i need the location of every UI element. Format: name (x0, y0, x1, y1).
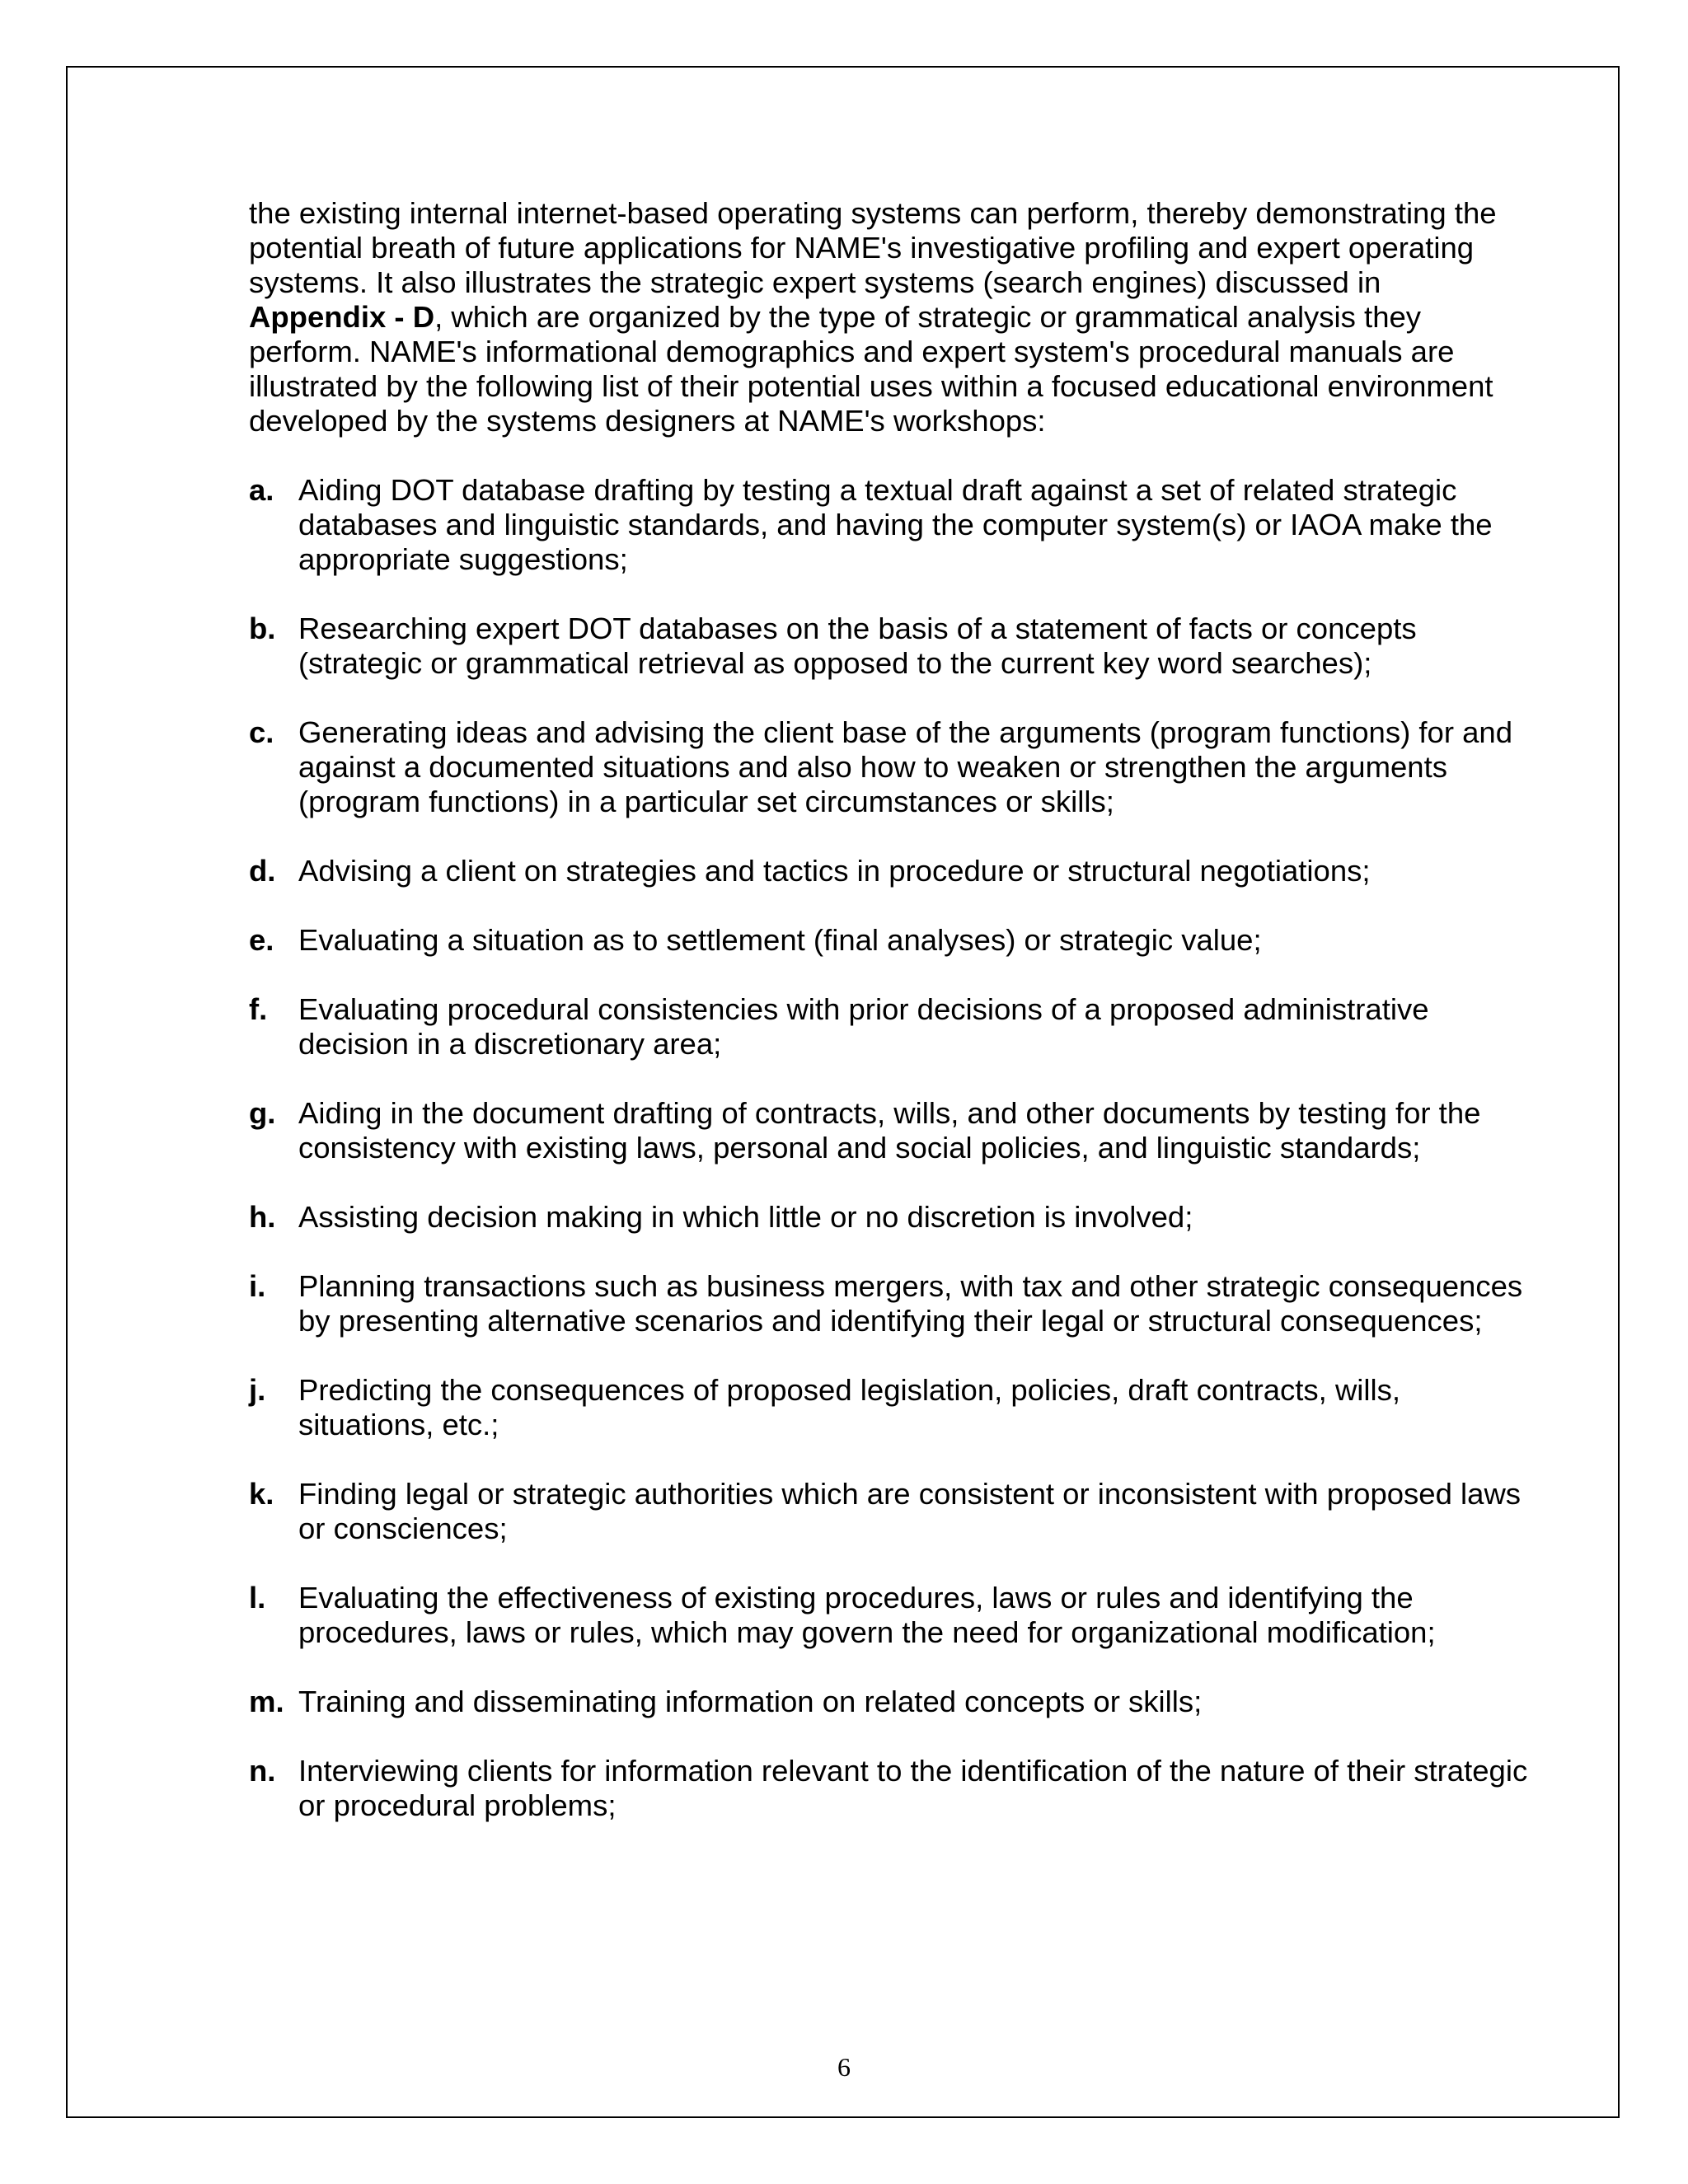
page-number: 6 (837, 2052, 851, 2082)
intro-paragraph (249, 196, 1518, 438)
list-item-text: Evaluating the effectiveness of existing procedures, laws or rules and identifying the procedures, laws or rules, which may govern the need for organizational modification; (298, 1581, 1436, 1649)
list-item-text: Researching expert DOT databases on the basis of a statement of facts or concepts (strategic or grammatical retrieval as opposed to the current key word searches); (298, 612, 1417, 680)
list-marker: i. (249, 1269, 266, 1303)
list-item-e (249, 923, 1535, 958)
list-marker: k. (249, 1477, 274, 1511)
list-item-c (249, 715, 1535, 819)
intro-text-end: , which are organized by the type of strategic or grammatical analysis they perform. NAME's informational demographics and expert system's procedural manuals are illustrated by the following list of their potential uses within a focused educational environment developed by the systems designers at NAME's workshops: (249, 300, 1493, 438)
list-item-text: Assisting decision making in which little or no discretion is involved; (298, 1200, 1193, 1234)
list-marker: j. (249, 1373, 266, 1407)
list-item-text: Advising a client on strategies and tactics in procedure or structural negotiations; (298, 854, 1371, 888)
list-marker: g. (249, 1096, 276, 1130)
list-item-a (249, 473, 1535, 577)
list-item-b (249, 612, 1535, 681)
intro-text-start: the existing internal internet-based operating systems can perform, thereby demonstrating the potential breath of future applications for NAME's investigative profiling and expert operating systems. It also illustrates the strategic expert systems (search engines) discussed in (249, 196, 1497, 299)
list-marker: n. (249, 1754, 276, 1788)
list-item-g (249, 1096, 1535, 1165)
list-marker: e. (249, 923, 274, 957)
list-marker: a. (249, 473, 274, 507)
list-item-text: Planning transactions such as business mergers, with tax and other strategic consequences by presenting alternative scenarios and identifying their legal or structural consequences; (298, 1269, 1523, 1338)
list-item-d (249, 854, 1535, 888)
list-item-l (249, 1581, 1535, 1650)
document-body (249, 196, 1535, 1823)
list-item-j (249, 1373, 1535, 1442)
list-item-f (249, 992, 1535, 1062)
list-item-k (249, 1477, 1535, 1546)
list-marker: l. (249, 1581, 266, 1615)
list-item-text: Evaluating a situation as to settlement (final analyses) or strategic value; (298, 923, 1262, 957)
list-item-text: Aiding DOT database drafting by testing a textual draft against a set of related strategic databases and linguistic standards, and having the computer system(s) or IAOA make the appropriate suggestions; (298, 473, 1493, 576)
list-item-text: Predicting the consequences of proposed legislation, policies, draft contracts, wills, situations, etc.; (298, 1373, 1401, 1441)
list-item-text: Interviewing clients for information relevant to the identification of the nature of their strategic or procedural problems; (298, 1754, 1528, 1822)
list-item-text: Finding legal or strategic authorities which are consistent or inconsistent with proposed laws or consciences; (298, 1477, 1522, 1545)
list-item-m (249, 1685, 1535, 1719)
list-marker: f. (249, 992, 268, 1026)
list-marker: m. (249, 1685, 284, 1718)
list-marker: b. (249, 612, 276, 645)
list-item-h (249, 1200, 1535, 1235)
list-marker: d. (249, 854, 276, 888)
list-item-n (249, 1754, 1535, 1823)
list-item-text: Training and disseminating information on related concepts or skills; (298, 1685, 1203, 1718)
list-item-text: Generating ideas and advising the client base of the arguments (program functions) for and against a documented situations and also how to weaken or strengthen the arguments (program functions) in a particular set circumstances or skills; (298, 715, 1513, 818)
list-marker: h. (249, 1200, 276, 1234)
list-marker: c. (249, 715, 274, 749)
list-item-i (249, 1269, 1535, 1338)
list-item-text: Evaluating procedural consistencies with prior decisions of a proposed administrative decision in a discretionary area; (298, 992, 1429, 1061)
appendix-reference: Appendix - D (249, 300, 435, 334)
list-item-text: Aiding in the document drafting of contracts, wills, and other documents by testing for the consistency with existing laws, personal and social policies, and linguistic standards; (298, 1096, 1481, 1165)
